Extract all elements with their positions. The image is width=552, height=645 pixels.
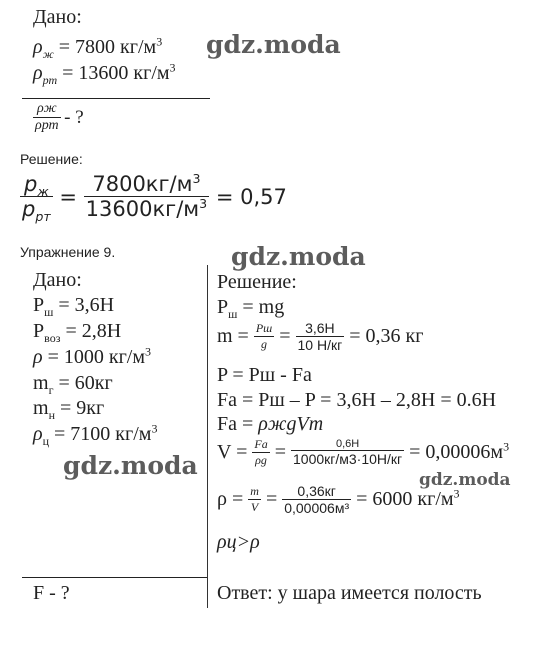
find-force: F - ?: [33, 582, 70, 604]
equals-sign: =: [274, 441, 286, 463]
find-question: - ?: [64, 106, 84, 128]
rho-symbol: ρ: [33, 36, 43, 58]
find-ratio-1: [33, 101, 84, 134]
density-lhs: ρ =: [217, 488, 244, 510]
weight-value: = 2,8Н: [65, 320, 122, 342]
exponent: 3: [151, 421, 158, 436]
value-numerator: 7800кг/м: [92, 172, 193, 196]
rho-subscript: рт: [42, 73, 58, 87]
mass-fraction-numeric: [296, 320, 345, 353]
weight-symbol: P: [33, 320, 45, 342]
given-label-2: Дано:: [33, 269, 82, 291]
find-numerator: ρж: [36, 101, 57, 116]
solution-label-1: Решение:: [20, 151, 83, 167]
given-label-1: Дано:: [33, 6, 82, 28]
volume-fraction-numeric: [291, 438, 404, 467]
given-mass-n: [33, 397, 104, 420]
weight-symbol: P: [33, 294, 45, 316]
exponent: 3: [169, 60, 176, 75]
density-result: = 6000 $кг/м^3$: [356, 486, 460, 510]
fraction-denominator: ρg: [252, 452, 269, 468]
given-weight-air: [33, 294, 114, 317]
fraction-numerator: 3,6Н: [305, 320, 335, 336]
find-denominator: ρрт: [35, 118, 59, 133]
exponent: 3: [145, 344, 152, 359]
weight-subscript: воз: [44, 331, 61, 345]
mass-value: = 60кг: [58, 372, 113, 394]
answer-text: Ответ: у шара имеется полость: [217, 582, 482, 604]
weight-formula: = mg: [242, 296, 285, 318]
fraction-denominator: V: [248, 499, 261, 515]
solution-weight: [217, 296, 284, 319]
result-1: = 0,57: [215, 184, 287, 209]
given-rho-zh: [33, 36, 162, 59]
density-value: = 7100 кг/м: [54, 423, 152, 445]
mass-symbol: m: [33, 372, 49, 394]
mass-result: = 0,36 кг: [349, 325, 424, 347]
given-density-water: [33, 346, 151, 369]
numerator-subscript: ж: [37, 184, 49, 200]
rho-symbol: ρ: [33, 423, 43, 445]
given-divider-2: [22, 577, 208, 578]
exponent: 3: [199, 196, 208, 211]
value-denominator: 13600кг/м: [85, 197, 200, 221]
denominator-symbol: p: [22, 197, 36, 221]
rho-value: = 7800 кг/м: [58, 36, 157, 58]
fraction-numerator: 0,6Н: [335, 438, 360, 450]
rho-value: = 13600 кг/м: [62, 62, 170, 84]
find-fraction: [33, 101, 61, 134]
rho-symbol: ρ: [33, 62, 43, 84]
archimedes-lhs: Fа =: [217, 413, 259, 435]
fraction-denominator: 10 Н/кг: [297, 337, 343, 353]
weight-subscript: ш: [44, 305, 54, 319]
solution-label-2: Решение:: [217, 271, 297, 293]
weight-symbol: P: [217, 296, 229, 318]
fraction-numerator: 0,36кг: [297, 483, 336, 499]
volume-lhs: V =: [217, 441, 248, 463]
denominator-subscript: рт: [35, 209, 51, 225]
exercise-label: Упражнение 9.: [20, 244, 116, 260]
weight-value: = 3,6Н: [58, 294, 115, 316]
numerator-symbol: p: [23, 172, 38, 196]
rho-subscript: ц: [42, 434, 50, 448]
given-mass-g: [33, 372, 113, 395]
equals-sign: =: [59, 184, 77, 209]
watermark-3: gdz.moda: [63, 451, 198, 480]
fraction-denominator: 0,00006м³: [284, 500, 350, 516]
watermark-2: gdz.moda: [231, 242, 366, 271]
given-rho-rt: [33, 62, 176, 85]
volume-fraction-symbolic: [252, 437, 269, 468]
solution-archimedes: [217, 413, 323, 436]
mass-fraction-symbolic: [254, 321, 274, 352]
mass-lhs: m =: [217, 325, 249, 347]
fraction-numerator: m: [250, 484, 259, 498]
volume-result: = $0,00006м^3$: [409, 439, 510, 463]
equals-sign: =: [265, 488, 278, 510]
solution-comparison: ρц>ρ: [217, 531, 260, 553]
solution-formula-1: [20, 171, 287, 225]
solution-volume: [217, 437, 509, 468]
density-fraction-numeric: [282, 483, 351, 516]
mass-subscript: г: [48, 383, 54, 397]
solution-mass: [217, 320, 423, 353]
watermark-4: gdz.moda: [419, 470, 511, 490]
fraction-numerator: Fа: [254, 437, 268, 451]
given-density-zinc: [33, 423, 157, 446]
fraction-denominator: g: [254, 336, 274, 352]
fraction-numerator: Pш: [255, 321, 273, 335]
exponent: 3: [192, 171, 201, 186]
fraction-denominator: 1000кг/м3·10Н/кг: [293, 451, 403, 467]
archimedes-rhs: ρжgVт: [258, 413, 324, 435]
density-value: = 1000 кг/м: [47, 346, 146, 368]
rho-subscript: ж: [42, 47, 54, 61]
column-divider: [207, 265, 208, 608]
exponent: 3: [156, 34, 163, 49]
watermark-1: gdz.moda: [206, 30, 341, 59]
weight-subscript: ш: [228, 307, 238, 321]
density-fraction-symbolic: [248, 484, 261, 515]
mass-subscript: н: [48, 408, 55, 422]
mass-value: = 9кг: [59, 397, 105, 419]
rho-symbol: ρ: [33, 346, 43, 368]
given-weight-water: [33, 320, 121, 343]
values-fraction: [84, 172, 209, 221]
equals-sign: =: [279, 325, 291, 347]
ratio-fraction: [20, 172, 53, 225]
mass-symbol: m: [33, 397, 49, 419]
solution-buoyant-force: Fа = Pш – P = 3,6Н – 2,8Н = 0.6Н: [217, 389, 497, 411]
solution-weight-difference: P = Pш - Fа: [217, 364, 312, 386]
given-divider-1: [22, 98, 210, 99]
